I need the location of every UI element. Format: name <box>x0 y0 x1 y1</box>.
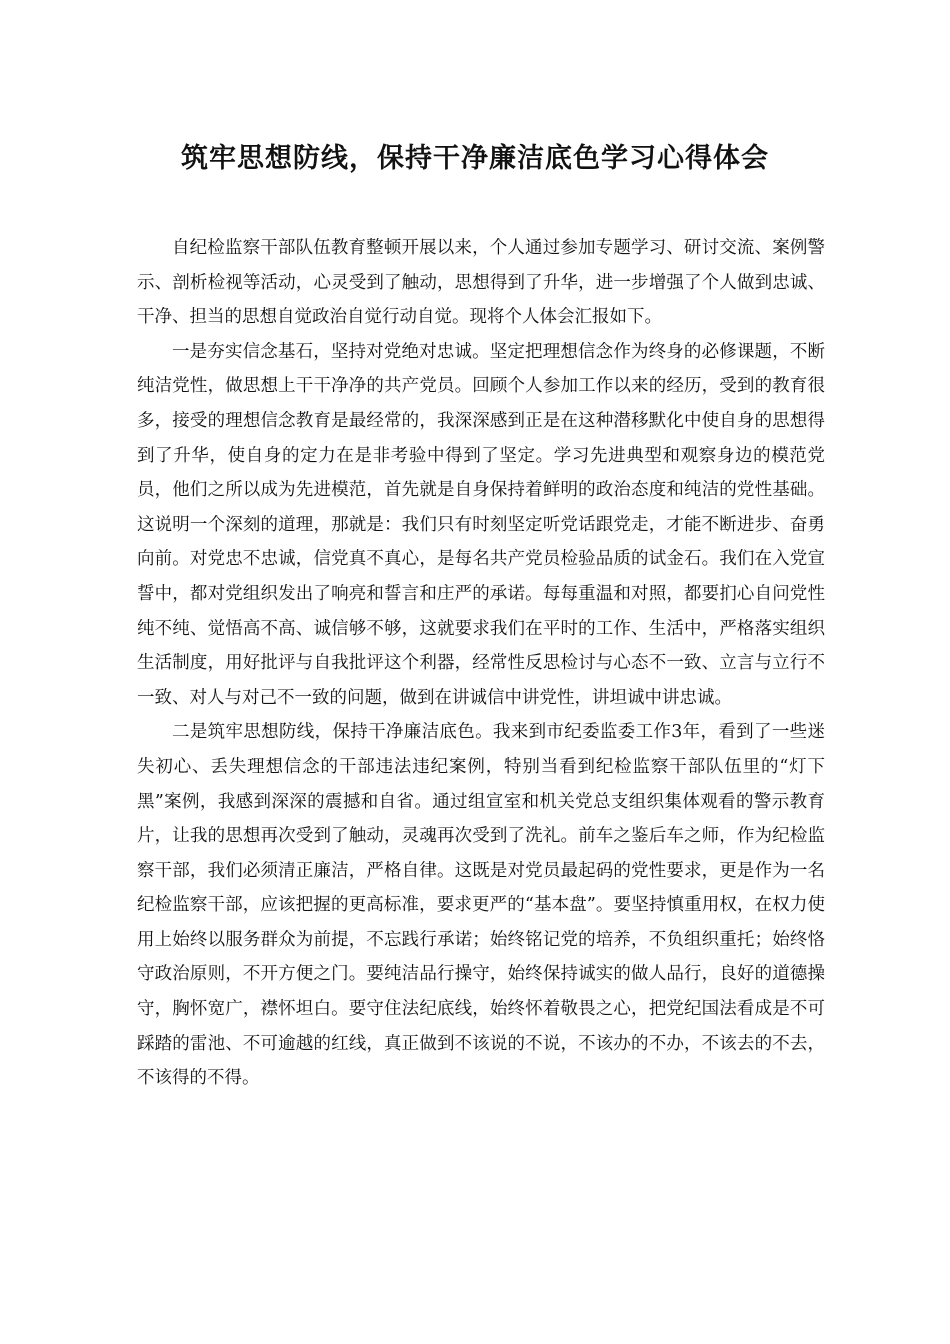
document-title: 筑牢思想防线，保持干净廉洁底色学习心得体会 <box>181 143 769 174</box>
paragraph-point-two: 二是筑牢思想防线，保持干净廉洁底色。我来到市纪委监委工作3年，看到了一些迷失初心、丢失理想信念的干部违法违纪案例，特别当看到纪检监察干部队伍里的“灯下黑”案例，我感到深深的震撼和自省。通过组宣室和机关党总支组织集体观看的警示教育片，让我的思想再次受到了触动，灵魂再次受到了洗礼。前车之鉴后车之师，作为纪检监察干部，我们必须清正廉洁，严格自律。这既是对党员最起码的党性要求，更是作为一名纪检监察干部，应该把握的更高标准，要求更严的“基本盘”。要坚持慎重用权，在权力使用上始终以服务群众为前提，不忘践行承诺；始终铭记党的培养，不负组织重托；始终恪守政治原则，不开方便之门。要纯洁品行操守，始终保持诚实的做人品行，良好的道德操守，胸怀宽广，襟怀坦白。要守住法纪底线，始终怀着敬畏之心，把党纪国法看成是不可踩踏的雷池、不可逾越的红线，真正做到不该说的不说，不该办的不办，不该去的不去，不该得的不得。 <box>137 722 825 1089</box>
document-body <box>137 231 825 1096</box>
paragraph-point-one: 一是夯实信念基石，坚持对党绝对忠诚。坚定把理想信念作为终身的必修课题，不断纯洁党性，做思想上干干净净的共产党员。回顾个人参加工作以来的经历，受到的教育很多，接受的理想信念教育是最经常的，我深深感到正是在这种潜移默化中使自身的思想得到了升华，使自身的定力在是非考验中得到了坚定。学习先进典型和观察身边的模范党员，他们之所以成为先进模范，首先就是自身保持着鲜明的政治态度和纯洁的党性基础。这说明一个深刻的道理，那就是：我们只有时刻坚定听党话跟党走，才能不断进步、奋勇向前。对党忠不忠诚，信党真不真心，是每名共产党员检验品质的试金石。我们在入党宣誓中，都对党组织发出了响亮和誓言和庄严的承诺。每每重温和对照，都要扪心自问党性纯不纯、觉悟高不高、诚信够不够，这就要求我们在平时的工作、生活中，严格落实组织生活制度，用好批评与自我批评这个利器，经常性反思检讨与心态不一致、立言与立行不一致、对人与对己不一致的问题，做到在讲诚信中讲党性，讲坦诚中讲忠诚。 <box>137 341 825 708</box>
paragraph-intro: 自纪检监察干部队伍教育整顿开展以来，个人通过参加专题学习、研讨交流、案例警示、剖析检视等活动，心灵受到了触动，思想得到了升华，进一步增强了个人做到忠诚、干净、担当的思想自觉政治自觉行动自觉。现将个人体会汇报如下。 <box>137 238 825 328</box>
